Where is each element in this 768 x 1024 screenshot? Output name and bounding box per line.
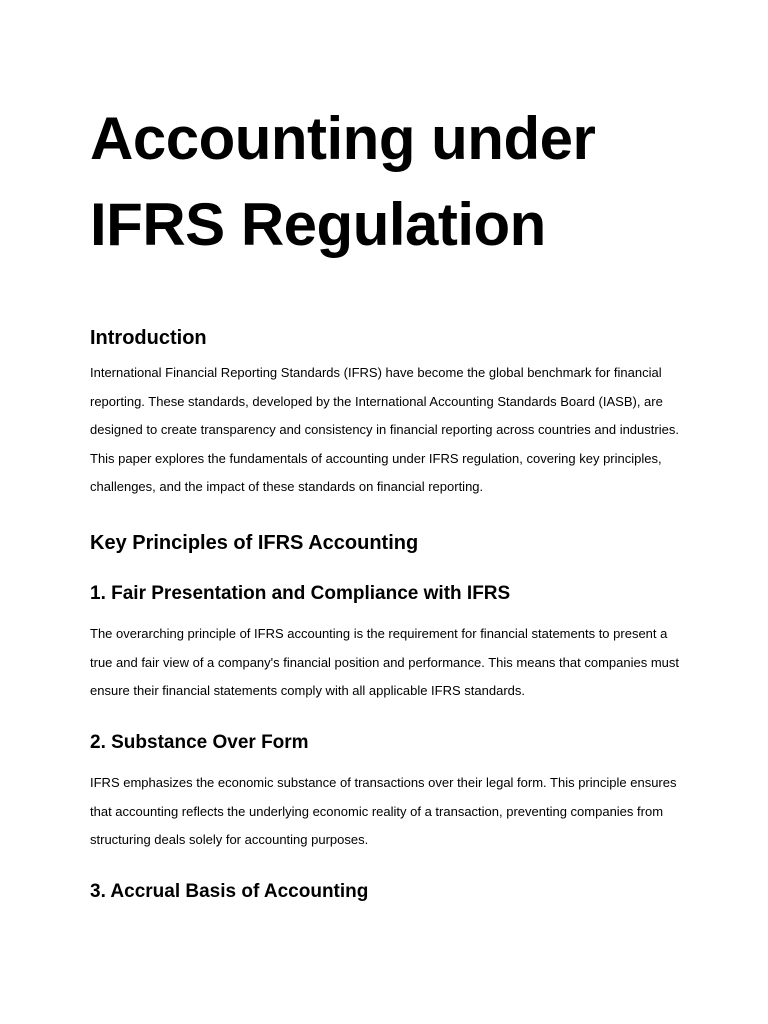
subsection-heading-substance-over-form: 2. Substance Over Form — [90, 732, 309, 753]
subsection-heading-accrual-basis: 3. Accrual Basis of Accounting — [90, 881, 369, 902]
substance-over-form-paragraph: IFRS emphasizes the economic substance of transactions over their legal form. This principle ensures that accounting reflects the underlying economic reality of a transaction, preventing companies from structuring deals solely for accounting purposes. — [90, 775, 677, 847]
section-heading-key-principles: Key Principles of IFRS Accounting — [90, 532, 419, 554]
section-heading-introduction: Introduction — [90, 327, 207, 349]
document-title: Accounting under IFRS Regulation — [90, 105, 596, 258]
subsection-heading-fair-presentation: 1. Fair Presentation and Compliance with IFRS — [90, 583, 511, 604]
introduction-paragraph: International Financial Reporting Standards (IFRS) have become the global benchmark for financial reporting. These standards, developed by the International Accounting Standards Board (IASB), are designed to create transparency and consistency in financial reporting across countries and industries. This paper explores the fundamentals of accounting under IFRS regulation, covering key principles, challenges, and the impact of these standards on financial reporting. — [90, 365, 679, 494]
fair-presentation-paragraph: The overarching principle of IFRS accounting is the requirement for financial statements to present a true and fair view of a company's financial position and performance. This means that companies must ensure their financial statements comply with all applicable IFRS standards. — [90, 626, 679, 698]
